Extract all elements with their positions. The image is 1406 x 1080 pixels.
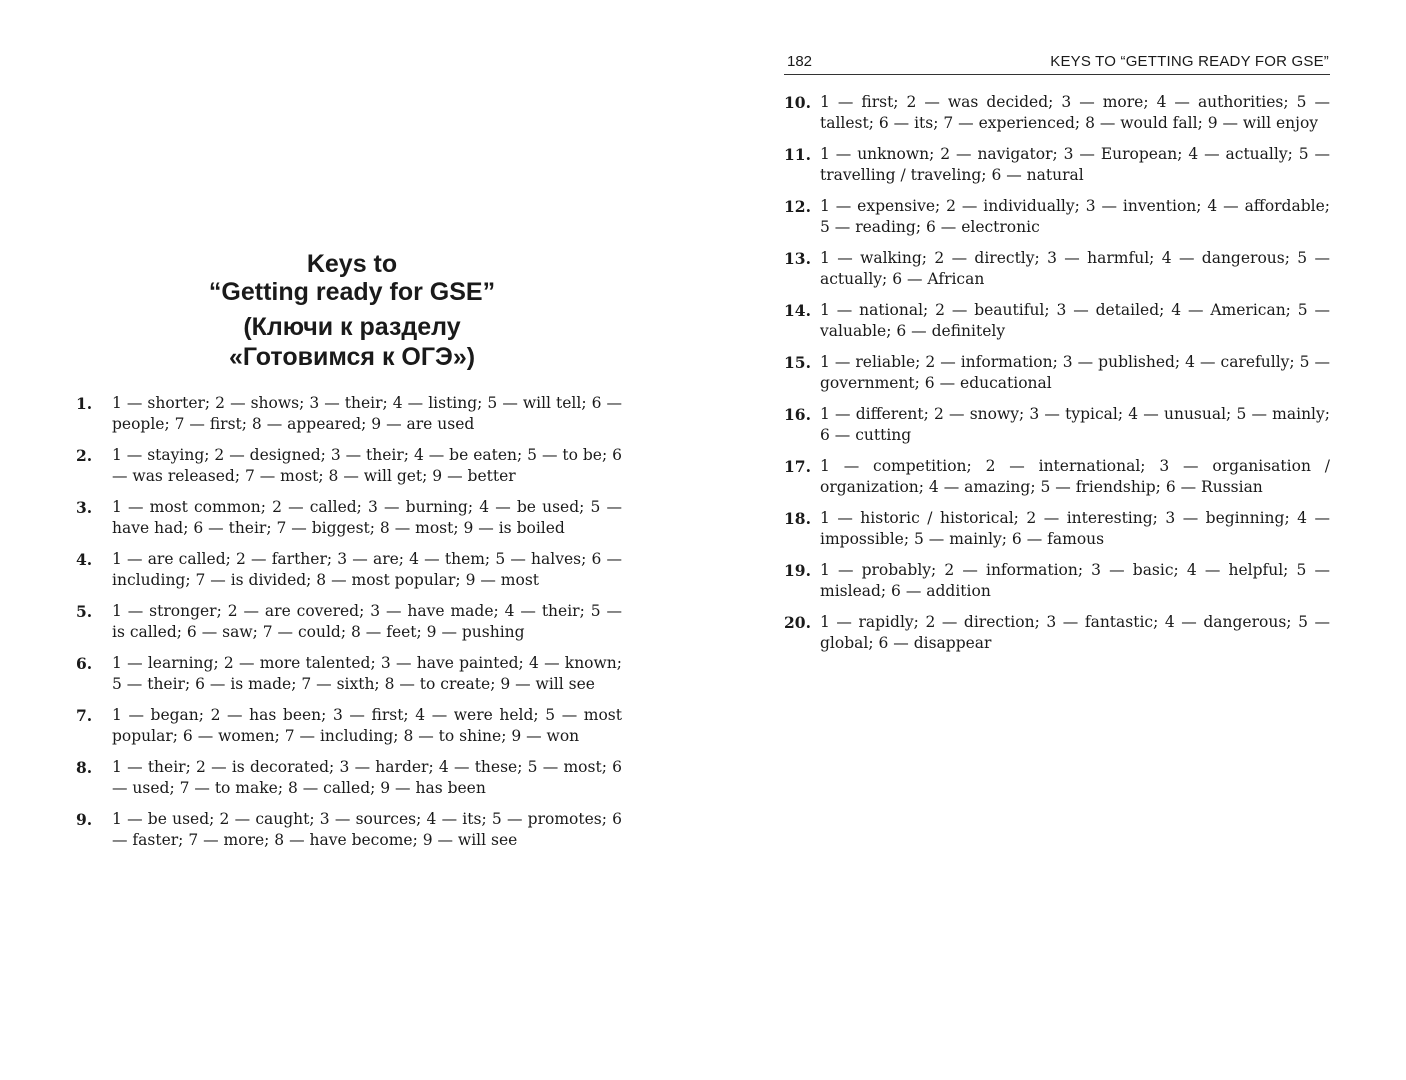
answer-text: 1 — most common; 2 — called; 3 — burning; 4 — be used; 5 — have had; 6 — their; 7 — biggest; 8 — most; 9 — is boiled <box>112 498 622 537</box>
right-page <box>703 0 1406 1080</box>
answer-text: 1 — rapidly; 2 — direction; 3 — fantastic; 4 — dangerous; 5 — global; 6 — disappear <box>820 613 1330 652</box>
answer-text: 1 — shorter; 2 — shows; 3 — their; 4 — listing; 5 — will tell; 6 — people; 7 — first; 8 — appeared; 9 — are used <box>112 394 622 433</box>
section-title-line-1: Keys to <box>306 250 398 278</box>
answer-number: 18. <box>784 509 811 528</box>
answer-text: 1 — national; 2 — beautiful; 3 — detailed; 4 — American; 5 — valuable; 6 — definitely <box>820 301 1330 340</box>
answer-text: 1 — unknown; 2 — navigator; 3 — European; 4 — actually; 5 — travelling / traveling; 6 — natural <box>820 145 1330 184</box>
section-subtitle <box>82 312 622 372</box>
answer-item <box>76 497 622 539</box>
answer-list-left <box>76 393 622 861</box>
answer-item <box>76 393 622 435</box>
answer-text: 1 — their; 2 — is decorated; 3 — harder; 4 — these; 5 — most; 6 — used; 7 — to make; 8 — called; 9 — has been <box>112 758 622 797</box>
answer-text: 1 — learning; 2 — more talented; 3 — have painted; 4 — known; 5 — their; 6 — is made; 7 — sixth; 8 — to create; 9 — will see <box>112 654 622 693</box>
answer-number: 9. <box>76 810 93 829</box>
answer-item <box>784 404 1330 446</box>
answer-item <box>784 352 1330 394</box>
answer-item <box>784 300 1330 342</box>
answer-item <box>76 809 622 851</box>
answer-text: 1 — be used; 2 — caught; 3 — sources; 4 — its; 5 — promotes; 6 — faster; 7 — more; 8 — have become; 9 — will see <box>112 810 622 849</box>
page-number: 182 <box>787 53 813 70</box>
answer-text: 1 — reliable; 2 — information; 3 — published; 4 — carefully; 5 — government; 6 — educational <box>820 353 1330 392</box>
answer-number: 8. <box>76 758 93 777</box>
answer-number: 15. <box>784 353 811 372</box>
section-title-line-2: “Getting ready for GSE” <box>208 278 496 306</box>
answer-number: 10. <box>784 93 811 112</box>
answer-number: 7. <box>76 706 93 725</box>
answer-item <box>76 549 622 591</box>
answer-number: 11. <box>784 145 811 164</box>
answer-number: 19. <box>784 561 811 580</box>
answer-number: 3. <box>76 498 93 517</box>
answer-number: 20. <box>784 613 811 632</box>
answer-item <box>76 757 622 799</box>
answer-number: 1. <box>76 394 93 413</box>
answer-text: 1 — staying; 2 — designed; 3 — their; 4 — be eaten; 5 — to be; 6 — was released; 7 — most; 8 — will get; 9 — better <box>112 446 622 485</box>
answer-item <box>784 456 1330 498</box>
answer-item <box>76 705 622 747</box>
answer-number: 2. <box>76 446 93 465</box>
answer-number: 17. <box>784 457 811 476</box>
answer-item <box>784 612 1330 654</box>
answer-text: 1 — different; 2 — snowy; 3 — typical; 4 — unusual; 5 — mainly; 6 — cutting <box>820 405 1330 444</box>
answer-item <box>784 92 1330 134</box>
answer-text: 1 — are called; 2 — farther; 3 — are; 4 — them; 5 — halves; 6 — including; 7 — is divided; 8 — most popular; 9 — most <box>112 550 622 589</box>
answer-text: 1 — first; 2 — was decided; 3 — more; 4 — authorities; 5 — tallest; 6 — its; 7 — experienced; 8 — would fall; 9 — will enjoy <box>820 93 1330 132</box>
answer-item <box>784 196 1330 238</box>
answer-list-right <box>784 92 1330 664</box>
answer-text: 1 — stronger; 2 — are covered; 3 — have made; 4 — their; 5 — is called; 6 — saw; 7 — could; 8 — feet; 9 — pushing <box>112 602 622 641</box>
answer-item <box>76 653 622 695</box>
answer-number: 14. <box>784 301 811 320</box>
answer-number: 6. <box>76 654 93 673</box>
answer-text: 1 — competition; 2 — international; 3 — organisation / organization; 4 — amazing; 5 — friendship; 6 — Russian <box>820 457 1330 496</box>
answer-text: 1 — expensive; 2 — individually; 3 — invention; 4 — affordable; 5 — reading; 6 — electronic <box>820 197 1330 236</box>
answer-item <box>784 248 1330 290</box>
answer-number: 5. <box>76 602 93 621</box>
section-title-line-4: «Готовимся к ОГЭ») <box>228 343 476 371</box>
answer-number: 4. <box>76 550 93 569</box>
section-title-line-3: (Ключи к разделу <box>243 313 461 341</box>
running-head <box>784 50 1330 75</box>
answer-text: 1 — probably; 2 — information; 3 — basic; 4 — helpful; 5 — mislead; 6 — addition <box>820 561 1330 600</box>
answer-item <box>784 560 1330 602</box>
answer-item <box>784 508 1330 550</box>
answer-item <box>76 601 622 643</box>
answer-text: 1 — began; 2 — has been; 3 — first; 4 — were held; 5 — most popular; 6 — women; 7 — including; 8 — to shine; 9 — won <box>112 706 622 745</box>
answer-text: 1 — historic / historical; 2 — interesting; 3 — beginning; 4 — impossible; 5 — mainly; 6 — famous <box>820 509 1330 548</box>
answer-text: 1 — walking; 2 — directly; 3 — harmful; 4 — dangerous; 5 — actually; 6 — African <box>820 249 1330 288</box>
answer-item <box>76 445 622 487</box>
section-title <box>82 250 622 372</box>
answer-number: 12. <box>784 197 811 216</box>
running-title: KEYS TO “GETTING READY FOR GSE” <box>1050 53 1329 70</box>
answer-number: 16. <box>784 405 811 424</box>
answer-number: 13. <box>784 249 811 268</box>
answer-item <box>784 144 1330 186</box>
